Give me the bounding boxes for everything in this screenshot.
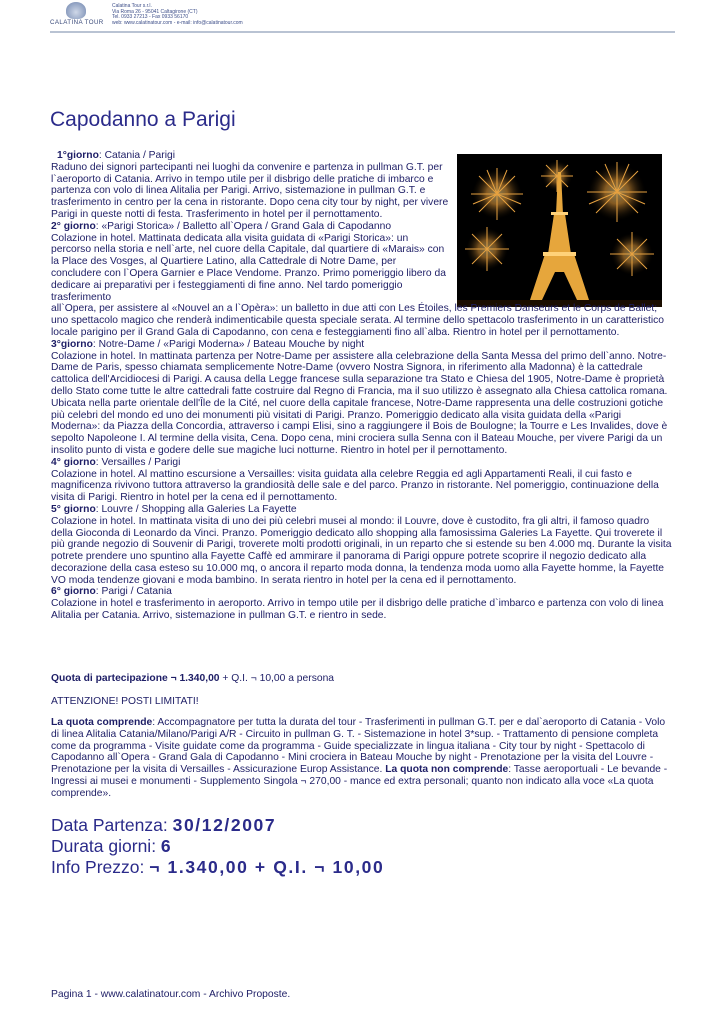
day-2-route: : «Parigi Storica» / Balletto all`Opera / Grand Gala di Capodanno [95,220,392,232]
day-5-label: 5° giorno [51,503,96,515]
price-line [51,673,334,684]
quota-inclusions [51,717,673,800]
logo-text: CALATINA TOUR [50,19,104,26]
day-3-label: 3°giorno [51,338,93,350]
page-title: Capodanno a Parigi [50,108,236,131]
trip-summary [51,815,384,878]
header-divider [50,31,675,33]
day-5-header [51,504,673,516]
company-web-email: web: www.calatinatour.com - e-mail: info@calatinatour.com [112,19,243,26]
day-4-route: : Versailles / Parigi [95,456,181,468]
logo-mark-icon [66,2,86,19]
day-5-route: : Louvre / Shopping alla Galeries La Fayette [95,503,297,515]
price-label: Quota di partecipazione ¬ 1.340,00 [51,673,220,684]
company-address: Via Roma 26 - 95041 Caltagirone (CT) [112,8,198,15]
day-3-text: Colazione in hotel. In mattinata partenza per Notre-Dame per assistere alla celebrazione della Santa Messa del primo dell`anno. Notre-Dame de Paris, spesso chiamata semplicemente Notre-Dame (ovvero Nostra Signora, in riferimento alla Madonna) è la cattedrale cattolica dell'Arcidiocesi di Parigi. A causa della Legge francese sulla separazione tra Stato e Chiesa del 1905, Notre-Dame è proprietà dello Stato come tutte le altre cattedrali fatte costruire dal Regno di Francia, ma il suo utilizzo è assegnato alla Chiesa cattolica romana. Ubicata nella parte orientale dell'Île de la Cité, nel cuore della capitale francese, Notre-Dame rappresenta una delle costruzioni gotiche più celebri del mondo ed uno dei monumenti più visitati di Parigi. Pranzo. Pomeriggio dedicato alla visita guidata della «Parigi Moderna»: da Piazza della Concordia, attraverso i campi Elisi, sino a raggiungere il Bois de Boulogne; la Tourre e Les Invalides, dove è sepolto Napoleone I. Al termine della visita, Cena. Dopo cena, mini crociera sulla Senna con il Bateau Mouche, per vivere Parigi da un insolito punto di vista e godere delle sue magiche luci notturne. Rientro in hotel per il pernottamento. [51,350,668,456]
departure-row [51,815,384,836]
day-6-text: Colazione in hotel e trasferimento in aeroporto. Arrivo in tempo utile per il disbrigo delle pratiche d`imbarco e partenza con volo di linea Alitalia per Catania. Arrivo, sistemazione in pullman G.T. e rientro in sede. [51,598,664,622]
price-info-value: ¬ 1.340,00 + Q.I. ¬ 10,00 [149,857,385,877]
day-6-header [51,586,673,598]
day-5-text: Colazione in hotel. In mattinata visita di uno dei più celebri musei al mondo: il Louvre, dove è custodito, fra gli altri, il famoso quadro della Gioconda di Leonardo da Vinci. Pranzo. Pomeriggio dedicato allo shopping alla famosissima Galeries La Fayette. Qui troverete il più grande negozio di Souvenir di Parigi, troverete molti prodotti originali, in un reparto che si estende su ben 4.000 mq. Durante la visita potrete prendere uno spuntino alla Fayette Caffè ed ammirare il panorama di Parigi oppure potrete scoprire il negozio dedicato alla decorazione della casa esteso su 10.000 mq, o ancora il reparto moda donna, la tendenza moda uomo alla Fayette homme, la Fayette VO moda tendenze giovani e moda bambino. In serata rientro in hotel per la cena ed il pernottamento. [51,515,672,586]
includes-text: : Accompagnatore per tutta la durata del tour - Trasferimenti in pullman G.T. per e dal`aeroporto di Catania - Volo di linea Alitalia Catania/Milano/Parigi A/R - Circuito in pullman G. T. - Sistemazione in hotel 3*sup. - Trattamento di pensione completa come da programma - Visite guidate come da programma - Guide specializzate in lingua italiana - City tour by night - Spettacolo di Capodanno all`Opera - Grand Gala di Capodanno - Mini crociera in Bateau Mouche by night - Prenotazione per la visita del Louvre - Prenotazione per la visita di Versailles - Assicurazione Europ Assistance. [51,717,666,776]
duration-label: Durata giorni: [51,836,161,856]
day-1-label: 1°giorno [57,150,99,161]
day-6-route: : Parigi / Catania [95,586,172,598]
itinerary [51,150,673,622]
day-6-label: 6° giorno [51,586,96,598]
duration-value: 6 [160,836,173,856]
page-header [50,2,675,30]
day-2-label: 2° giorno [51,220,96,232]
day-1-text: Raduno dei signori partecipanti nei luoghi da convenire e partenza in pullman G.T. per l`aeroporto di Catania. Arrivo in tempo utile per il disbrigo delle pratiche di imbarco e partenza con volo di linea Alitalia per Parigi. Arrivo, sistemazione in pullman G.T. e trasferimento in centro per la cena in ristorante. Dopo cena city tour by night, per vivere Parigi in queste notti di festa. Trasferimento in hotel per il pernottamento. [51,161,449,220]
day-1-header [51,150,455,162]
day-3-header [51,339,673,351]
includes-label: La quota comprende [51,717,153,728]
duration-row [51,836,384,857]
price-info-row [51,857,384,878]
departure-value: 30/12/2007 [172,815,277,835]
day-2-header [51,221,449,233]
company-info [112,4,243,26]
price-extra: + Q.I. ¬ 10,00 a persona [219,673,335,684]
day-1-route: : Catania / Parigi [98,150,175,161]
day-3-route: : Notre-Dame / «Parigi Moderna» / Bateau Mouche by night [92,338,365,350]
company-name: Calatina Tour s.r.l. [112,3,152,9]
company-phone: Tel. 0933 27213 - Fax 0933 56170 [112,14,189,21]
excludes-text: : Tasse aeroportuali - Le bevande - Ingressi ai musei e monumenti - Supplemento Singola ¬ 270,00 - mance ed extra personali; quanto non indicato alla voce «La quota comprende». [51,764,668,799]
page-footer: Pagina 1 - www.calatinatour.com - Archivo Proposte. [51,989,291,1000]
day-2-text-wide: all`Opera, per assistere al «Nouvel an a l`Opèra»: un balletto in due atti con Les Étoiles, les Premiers Danseurs et le Corps de Ballet; uno spettacolo magico che renderà indimenticabile questa speciale serata. Al termine dello spettacolo trasferimento in un caratteristico locale parigino per il Grand Gala di Capodanno, con cena e festeggiamenti fino all`alba. Rientro in hotel per il pernottamento. [51,303,665,338]
day-4-header [51,457,673,469]
day-2-text-narrow: Colazione in hotel. Mattinata dedicata alla visita guidata di «Parigi Storica»: un percorso nella storia e nell`arte, nel cuore della Capitale, dal quartiere di «Marais» con la Place des Vosges, al Quartiere Latino, alla Cattedrale di Notre Dame, per concludere con l`Opera Garnier e Place Vendome. Pranzo. Primo pomeriggio libero da dedicare ai preparativi per i festeggiamenti di fine anno. Nel tardo pomeriggio trasferimento [51,232,446,303]
company-logo [50,2,104,30]
day-4-text: Colazione in hotel. Al mattino escursione a Versailles: visita guidata alla celebre Reggia ed agli Appartamenti Reali, il cui fasto e magnificenza rivivono tuttora attraverso la grandiosità delle sale e del parco. Pranzo in ristorante. Nel pomeriggio, continuazione della visita di Parigi. Rientro in hotel per la cena ed il pernottamento. [51,468,659,504]
departure-label: Data Partenza: [51,815,173,835]
day-4-label: 4° giorno [51,456,96,468]
price-info-label: Info Prezzo: [51,857,150,877]
excludes-label: La quota non comprende [385,764,509,776]
limited-seats-warning: ATTENZIONE! POSTI LIMITATI! [51,696,199,707]
